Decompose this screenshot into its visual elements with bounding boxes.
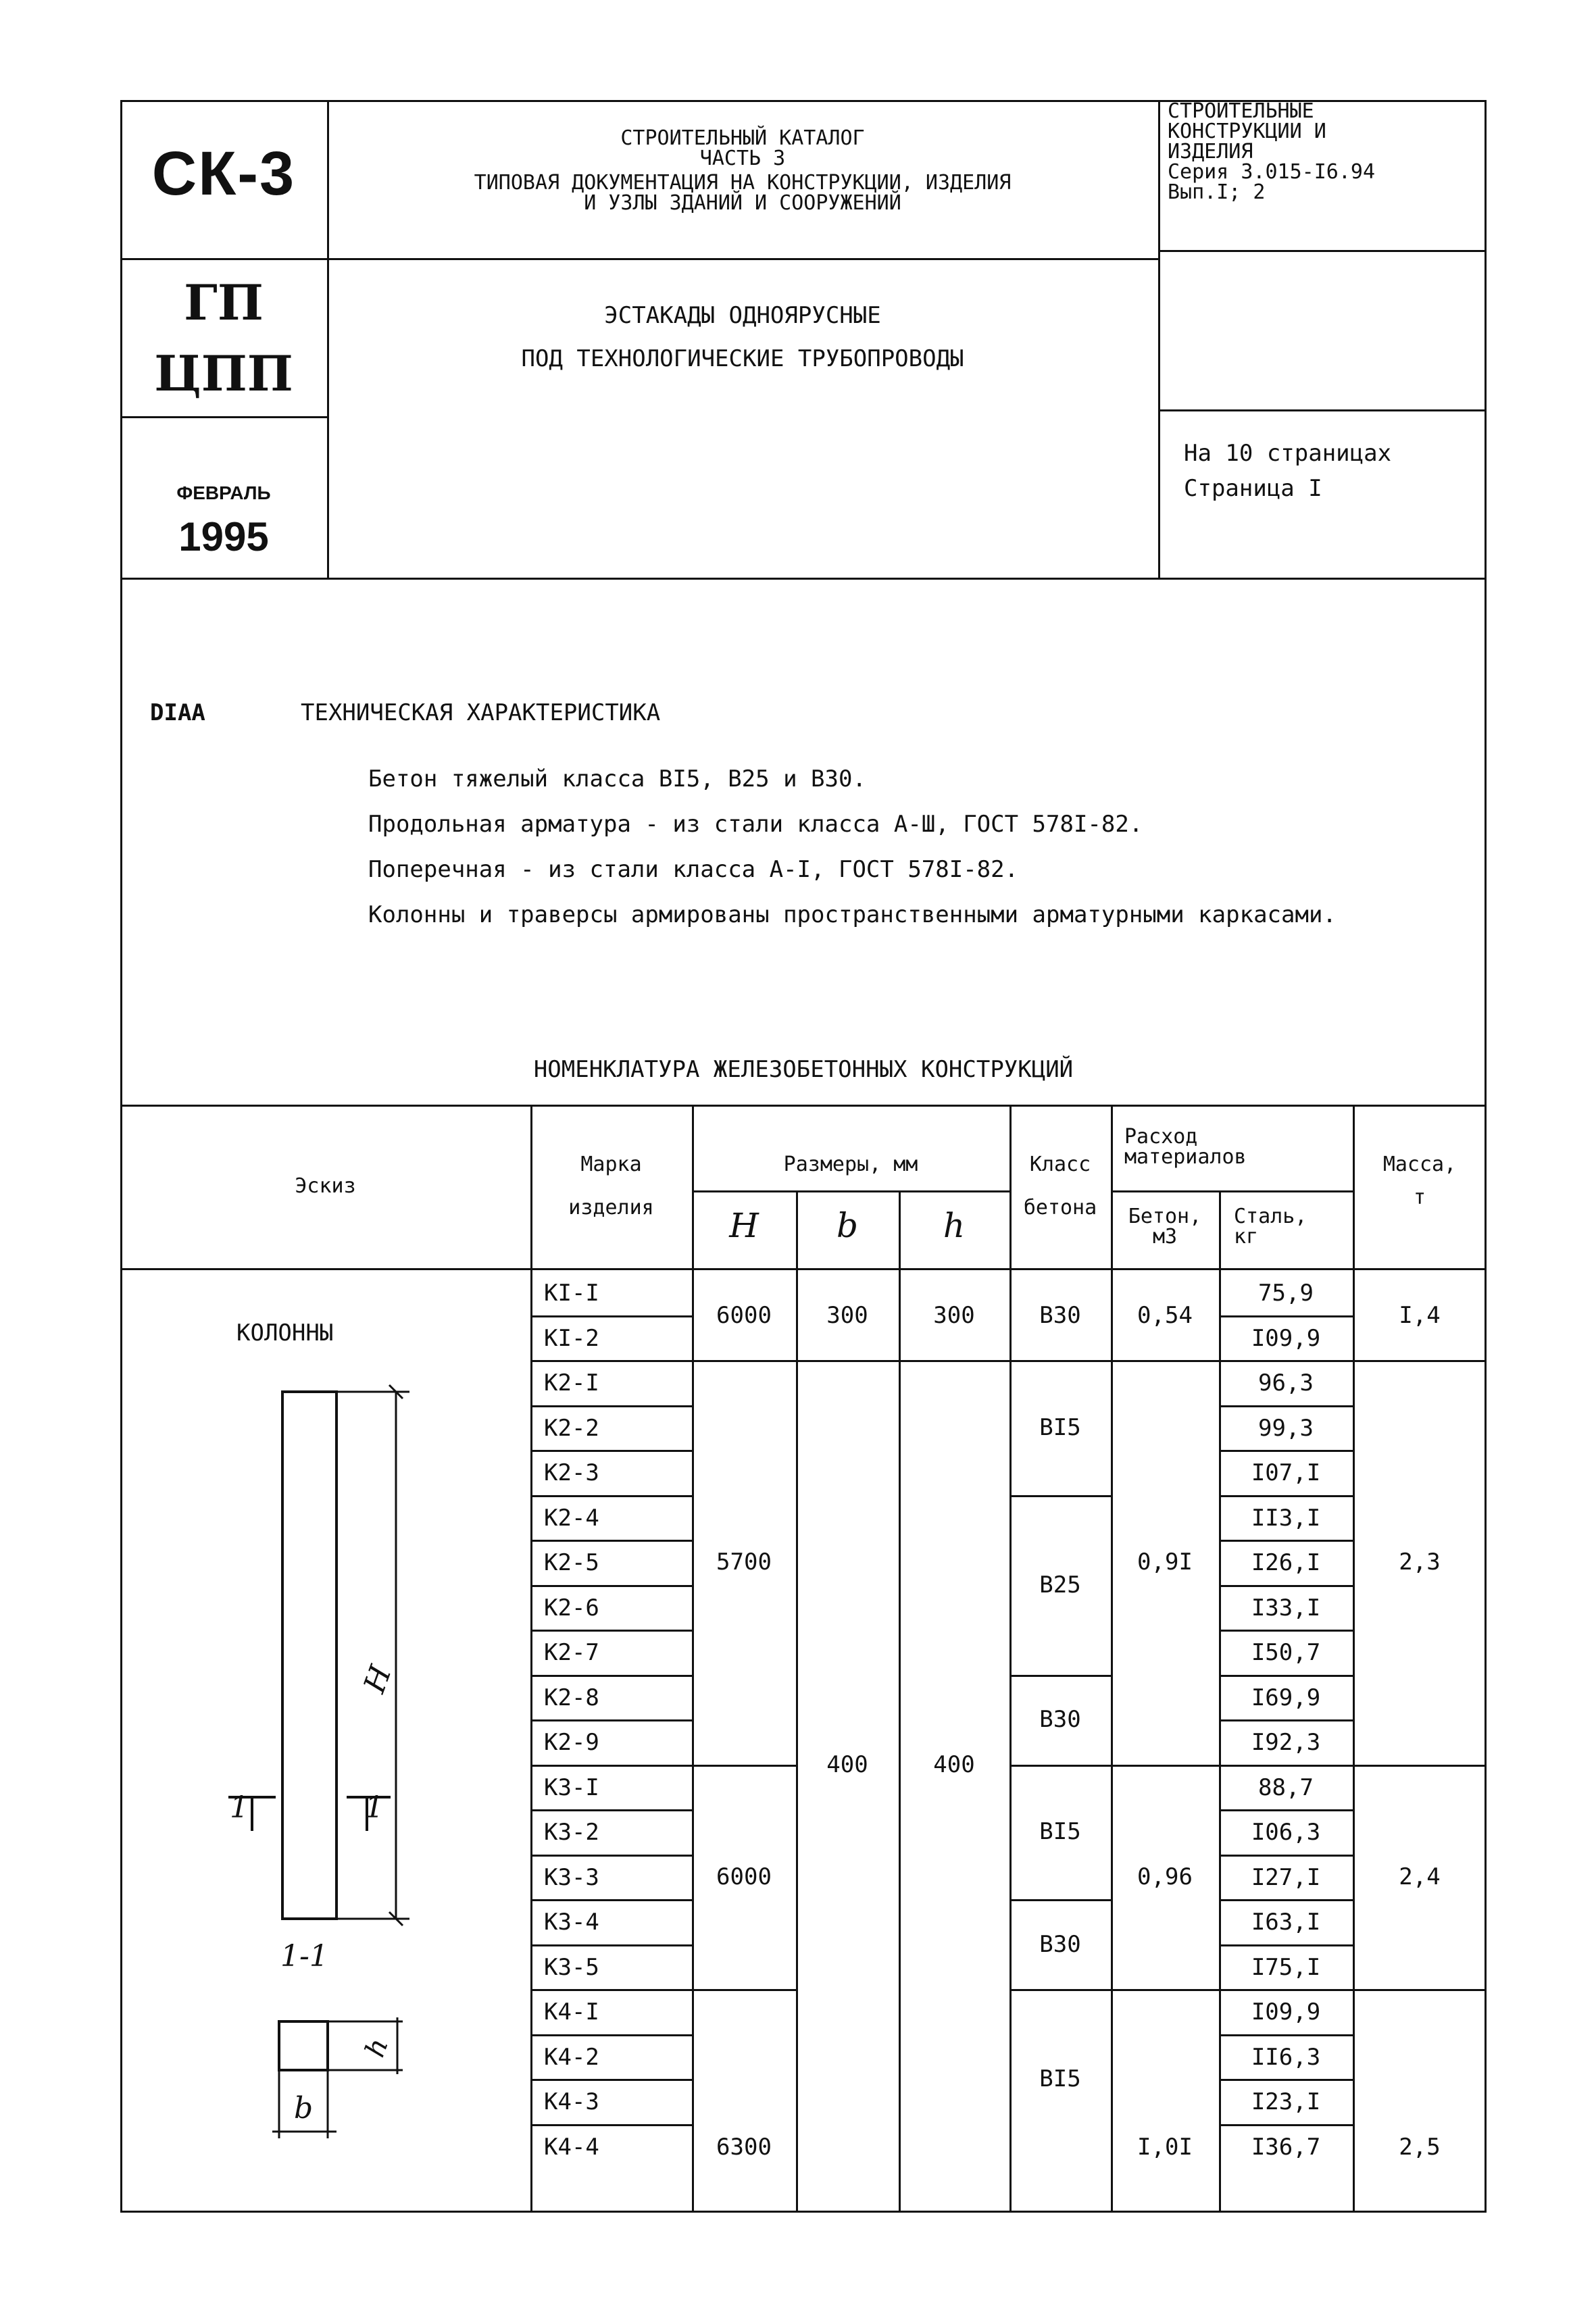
col-rule-H xyxy=(796,1190,798,2213)
issue-month: ФЕВРАЛЬ xyxy=(176,482,271,503)
mass-group-rule xyxy=(1353,1360,1487,1362)
page-number-line: Страница I xyxy=(1184,475,1322,502)
concrete-group-value: 0,96 xyxy=(1137,1863,1193,1890)
title-block-rule-1 xyxy=(120,258,327,260)
paragraph-concrete: Бетон тяжелый класса BI5, B25 и B30. xyxy=(368,765,866,793)
table-header-mid-rule-cons xyxy=(1111,1190,1353,1192)
col-rule-steel xyxy=(1353,1105,1355,2213)
mark-cell: К2-I xyxy=(544,1369,599,1397)
header-steel-1: Сталь, xyxy=(1234,1205,1307,1228)
steel-row-rule xyxy=(1219,1450,1353,1452)
table-caption: НОМЕНКЛАТУРА ЖЕЛЕЗОБЕТОННЫХ КОНСТРУКЦИЙ xyxy=(533,1056,1074,1083)
steel-row-rule xyxy=(1219,1585,1353,1587)
header-mass-2: т xyxy=(1413,1186,1426,1209)
catalog-line-2: ЧАСТЬ 3 xyxy=(699,147,786,170)
concrete-group-rule xyxy=(1111,1360,1219,1362)
mark-row-rule xyxy=(530,1630,692,1632)
steel-cell: I50,7 xyxy=(1251,1639,1321,1666)
mark-cell: К4-2 xyxy=(544,2043,599,2071)
mark-row-rule xyxy=(530,1899,692,1901)
mass-group-rule xyxy=(1353,1989,1487,1991)
class-group-value: BI5 xyxy=(1039,2065,1081,2092)
col-rule-mark xyxy=(692,1105,694,2213)
steel-row-rule xyxy=(1219,1989,1353,1991)
series-line-4: Серия 3.015-I6.94 xyxy=(1168,160,1376,184)
mark-row-rule xyxy=(530,1675,692,1677)
mark-cell: KI-I xyxy=(544,1280,599,1307)
sketch-dim-b: b xyxy=(294,2091,314,2126)
mark-row-rule xyxy=(530,1585,692,1587)
steel-cell: II3,I xyxy=(1251,1504,1321,1532)
concrete-group-rule xyxy=(1111,1765,1219,1767)
header-h: h xyxy=(943,1206,966,1245)
class-group-value: B25 xyxy=(1039,1571,1081,1599)
page-count-line: На 10 страницах xyxy=(1184,440,1392,467)
class-group-rule xyxy=(1009,1360,1111,1362)
col-rule-sketch xyxy=(530,1105,532,2213)
steel-cell: I69,9 xyxy=(1251,1684,1321,1711)
b-group-value: 300 xyxy=(826,1301,868,1329)
mass-group-value: 2,5 xyxy=(1399,2133,1441,2161)
steel-cell: I36,7 xyxy=(1251,2133,1321,2161)
col-rule-h xyxy=(1009,1105,1012,2213)
title-block-rule-3 xyxy=(327,258,1158,260)
column-cross-section xyxy=(279,2021,328,2070)
column-elevation xyxy=(282,1392,336,1919)
header-consumption xyxy=(1124,1127,1247,1167)
steel-row-rule xyxy=(1219,2034,1353,2036)
b-group-value: 400 xyxy=(826,1751,868,1778)
mass-group-value: I,4 xyxy=(1399,1301,1441,1329)
header-sketch: Эскиз xyxy=(295,1174,356,1198)
steel-cell: 96,3 xyxy=(1258,1369,1314,1397)
mark-cell: К4-I xyxy=(544,1998,599,2026)
concrete-group-value: 0,9I xyxy=(1137,1549,1193,1576)
class-group-rule xyxy=(1009,1495,1111,1497)
sketch-dim-h: h xyxy=(359,2034,395,2061)
steel-cell: I09,9 xyxy=(1251,1998,1321,2026)
mark-row-rule xyxy=(530,2124,692,2126)
paragraph-reinforcement: Колонны и траверсы армированы пространственными арматурными каркасами. xyxy=(368,901,1337,928)
steel-row-rule xyxy=(1219,1719,1353,1721)
mark-cell: К2-6 xyxy=(544,1594,599,1621)
sketch-title: КОЛОННЫ xyxy=(236,1319,334,1347)
class-group-value: B30 xyxy=(1039,1930,1081,1958)
mark-cell: К3-5 xyxy=(544,1953,599,1981)
series-line-2: КОНСТРУКЦИИ И xyxy=(1168,120,1326,143)
header-steel-2: кг xyxy=(1234,1225,1259,1249)
H-group-value: 5700 xyxy=(716,1549,772,1576)
header-b: b xyxy=(836,1206,858,1245)
h-group-value: 300 xyxy=(933,1301,975,1329)
mark-cell: К3-2 xyxy=(544,1819,599,1846)
mark-row-rule xyxy=(530,1855,692,1857)
mass-group-value: 2,3 xyxy=(1399,1549,1441,1576)
steel-row-rule xyxy=(1219,1315,1353,1317)
mark-cell: KI-2 xyxy=(544,1324,599,1352)
title-block-divider-right xyxy=(1158,100,1160,580)
header-consumption-1: Расход xyxy=(1124,1125,1198,1149)
mark-row-rule xyxy=(530,2079,692,2081)
steel-cell: I75,I xyxy=(1251,1953,1321,1981)
steel-row-rule xyxy=(1219,1630,1353,1632)
catalog-line-1: СТРОИТЕЛЬНЫЙ КАТАЛОГ xyxy=(620,126,865,150)
header-H: H xyxy=(729,1206,759,1245)
mass-group-rule xyxy=(1353,1765,1487,1767)
steel-row-rule xyxy=(1219,1405,1353,1407)
H-group-value: 6300 xyxy=(716,2133,772,2161)
mark-cell: К4-3 xyxy=(544,2088,599,2115)
mark-row-rule xyxy=(530,1765,692,1767)
sketch-dim-H: H xyxy=(357,1661,399,1698)
class-group-rule xyxy=(1009,1899,1111,1901)
mark-row-rule xyxy=(530,1989,692,1991)
catalog-line-3: ТИПОВАЯ ДОКУМЕНТАЦИЯ НА КОНСТРУКЦИИ, ИЗДЕЛИЯ xyxy=(474,171,1012,195)
series-line-3: ИЗДЕЛИЯ xyxy=(1168,140,1253,164)
title-block-rule-2 xyxy=(120,416,327,418)
group-code-cpp: ЦПП xyxy=(154,345,293,402)
table-header-mid-rule-dims xyxy=(692,1190,1009,1192)
steel-row-rule xyxy=(1219,2079,1353,2081)
table-top-rule xyxy=(120,1105,1487,1107)
mark-row-rule xyxy=(530,2034,692,2036)
steel-row-rule xyxy=(1219,1360,1353,1362)
mark-row-rule xyxy=(530,1360,692,1362)
steel-cell: I23,I xyxy=(1251,2088,1321,2115)
h-group-rule xyxy=(899,1360,1009,1362)
class-group-value: B30 xyxy=(1039,1706,1081,1733)
h-group-value: 400 xyxy=(933,1751,975,1778)
sketch-section-label: 1-1 xyxy=(280,1939,328,1973)
class-group-value: BI5 xyxy=(1039,1818,1081,1846)
steel-row-rule xyxy=(1219,1540,1353,1542)
steel-row-rule xyxy=(1219,1809,1353,1811)
steel-cell: I33,I xyxy=(1251,1594,1321,1621)
header-mass-1: Масса, xyxy=(1382,1153,1457,1176)
concrete-group-rule xyxy=(1111,1989,1219,1991)
section-code: DIAA xyxy=(150,699,205,726)
H-group-rule xyxy=(692,1765,796,1767)
title-block-rule-5 xyxy=(1158,409,1487,411)
header-mark-1: Марка xyxy=(580,1153,642,1176)
mark-cell: К3-3 xyxy=(544,1863,599,1891)
title-line-1: ЭСТАКАДЫ ОДНОЯРУСНЫЕ xyxy=(604,302,881,329)
title-block-rule-4 xyxy=(1158,250,1487,252)
header-concrete-1: Бетон, xyxy=(1128,1205,1202,1228)
mark-cell: К2-3 xyxy=(544,1459,599,1486)
section-heading: ТЕХНИЧЕСКАЯ ХАРАКТЕРИСТИКА xyxy=(301,699,661,726)
class-group-value: BI5 xyxy=(1039,1413,1081,1441)
mark-cell: К2-5 xyxy=(544,1549,599,1576)
mark-cell: К2-9 xyxy=(544,1729,599,1756)
series-line-5: Вып.I; 2 xyxy=(1168,180,1266,204)
mark-row-rule xyxy=(530,1540,692,1542)
sketch-section-right: 1 xyxy=(365,1790,384,1825)
H-group-rule xyxy=(692,1989,796,1991)
issue-year: 1995 xyxy=(178,514,269,559)
col-rule-b xyxy=(899,1190,901,2213)
mark-row-rule xyxy=(530,1495,692,1497)
mark-cell: К2-2 xyxy=(544,1414,599,1442)
mark-row-rule xyxy=(530,1450,692,1452)
b-group-rule xyxy=(796,1360,899,1362)
group-code-gp: ГП xyxy=(184,274,264,331)
steel-cell: 99,3 xyxy=(1258,1414,1314,1442)
header-concrete-2: м3 xyxy=(1152,1225,1178,1249)
class-group-rule xyxy=(1009,1765,1111,1767)
catalog-line-4: И УЗЛЫ ЗДАНИЙ И СООРУЖЕНИЙ xyxy=(584,191,901,215)
concrete-group-value: I,0I xyxy=(1137,2133,1193,2161)
col-rule-class xyxy=(1111,1105,1113,2213)
mark-row-rule xyxy=(530,1405,692,1407)
column-sketch xyxy=(120,1270,530,2213)
header-dims: Размеры, мм xyxy=(783,1153,918,1176)
class-group-rule xyxy=(1009,1675,1111,1677)
steel-cell: I63,I xyxy=(1251,1909,1321,1936)
header-consumption-2: материалов xyxy=(1124,1145,1247,1169)
steel-row-rule xyxy=(1219,1765,1353,1767)
mark-row-rule xyxy=(530,1315,692,1317)
mark-cell: К4-4 xyxy=(544,2133,599,2161)
steel-cell: I26,I xyxy=(1251,1549,1321,1576)
paragraph-longitudinal: Продольная арматура - из стали класса А-Ш, ГОСТ 578I-82. xyxy=(368,811,1143,838)
header-mark-2: изделия xyxy=(568,1196,654,1219)
H-group-rule xyxy=(692,1360,796,1362)
steel-row-rule xyxy=(1219,1944,1353,1946)
steel-row-rule xyxy=(1219,1675,1353,1677)
header-class-2: бетона xyxy=(1023,1196,1097,1219)
mark-cell: К2-7 xyxy=(544,1639,599,1666)
steel-cell: 75,9 xyxy=(1258,1280,1314,1307)
steel-cell: I06,3 xyxy=(1251,1819,1321,1846)
document-title xyxy=(327,304,1158,370)
mark-row-rule xyxy=(530,1809,692,1811)
class-group-value: B30 xyxy=(1039,1301,1081,1329)
H-group-value: 6000 xyxy=(716,1301,772,1329)
steel-cell: I07,I xyxy=(1251,1459,1321,1486)
mark-cell: К3-4 xyxy=(544,1909,599,1936)
mark-cell: К3-I xyxy=(544,1774,599,1801)
sketch-section-left: 1 xyxy=(230,1790,249,1825)
header-class-1: Класс xyxy=(1029,1153,1091,1176)
mark-cell: К2-8 xyxy=(544,1684,599,1711)
class-group-rule xyxy=(1009,1989,1111,1991)
concrete-group-value: 0,54 xyxy=(1137,1301,1193,1329)
page-count xyxy=(1184,436,1391,506)
steel-row-rule xyxy=(1219,1495,1353,1497)
H-group-value: 6000 xyxy=(716,1863,772,1890)
title-line-2: ПОД ТЕХНОЛОГИЧЕСКИЕ ТРУБОПРОВОДЫ xyxy=(521,345,964,372)
steel-row-rule xyxy=(1219,1855,1353,1857)
steel-cell: II6,3 xyxy=(1251,2043,1321,2071)
steel-cell: I27,I xyxy=(1251,1863,1321,1891)
steel-row-rule xyxy=(1219,1899,1353,1901)
mark-row-rule xyxy=(530,1944,692,1946)
catalog-header xyxy=(327,128,1158,213)
mark-row-rule xyxy=(530,1719,692,1721)
steel-cell: 88,7 xyxy=(1258,1774,1314,1801)
series-line-1: СТРОИТЕЛЬНЫЕ xyxy=(1168,99,1314,123)
mass-group-value: 2,4 xyxy=(1399,1863,1441,1890)
series-info xyxy=(1168,101,1375,203)
steel-row-rule xyxy=(1219,2124,1353,2126)
paragraph-transverse: Поперечная - из стали класса А-I, ГОСТ 578I-82. xyxy=(368,856,1019,883)
steel-cell: I92,3 xyxy=(1251,1729,1321,1756)
mark-cell: К2-4 xyxy=(544,1504,599,1532)
catalog-code: СК-3 xyxy=(151,139,296,208)
steel-cell: I09,9 xyxy=(1251,1324,1321,1352)
